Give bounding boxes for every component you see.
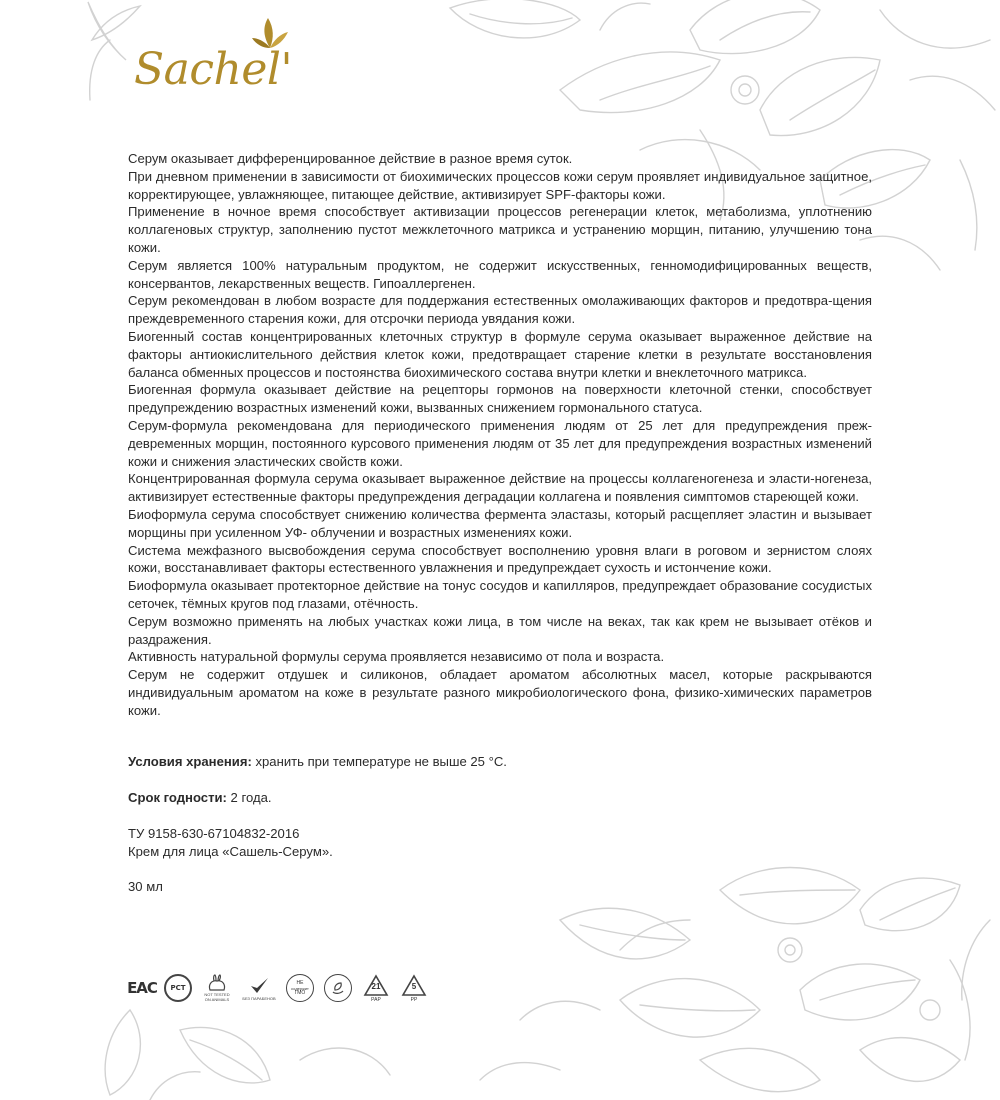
description-paragraph: Серум возможно применять на любых участках кожи лица, в том числе на веках, так как крем не вызывает отёков и раздражения. [128,613,872,647]
description-paragraph: Серум-формула рекомендована для периодического применения людям от 25 лет для предупреждения преж-девременных морщин, постоянного курсового применения людям от 35 лет для предупреждения возрастных изменений кожи и снижения эластических свойств кожи. [128,417,872,469]
standard-code: ТУ 9158-630-67104832-2016 [128,826,300,841]
description-paragraph: Биоформула оказывает протекторное действие на тонус сосудов и капилляров, предупреждает образование сосудистых сеточек, тёмных кругов под глазами, отёчность. [128,578,872,611]
rst-icon: РСТ [164,974,192,1002]
description-paragraph: Биоформула серума способствует снижению количества фермента эластазы, который расщепляет эластин и вызывает морщины при усиленном УФ- облучении и возрастных изменениях кожи. [128,506,872,540]
description-paragraph: Серум не содержит отдушек и силиконов, обладает ароматом абсолютных масел, которые раскрываются индивидуальным ароматом на коже в результате разного микробиологического фона, физико-химических параметров кожи. [128,667,872,718]
no-parabens-icon: БЕЗ ПАРАБЕНОВ [242,976,276,1001]
description-paragraph: Система межфазного высвобождения серума способствует восполнению уровня влаги в роговом и зернистом слоях кожи, восстанавливает факторы естественного увлажнения и предупреждает сухость и истончение кожи. [128,542,872,576]
brand-logo [132,14,342,94]
product-name: Крем для лица «Сашель-Серум». [128,844,333,859]
shelf-life-value: 2 года. [226,790,272,805]
description-paragraph: Серум рекомендован в любом возрасте для поддержания естественных омолаживающих факторов и предотвра-щения преждевременного старения кожи, для отсрочки периода увядания кожи. [128,293,872,327]
recycle-pp-icon: 5 PP [400,974,428,1003]
description-paragraph: При дневном применении в зависимости от биохимических процессов кожи серум проявляет индивидуальное защитное, корректирующее, увлажняющее, питающее действие, активизирует SPF-факторы кожи. [128,168,872,202]
leaf-check-icon [248,976,270,996]
description-paragraph: Серум является 100% натуральным продуктом, не содержит искусственных, генномодифицированных веществ, консервантов, лекарственных веществ. Гипоаллергенен. [128,257,872,291]
eco-hand-icon [324,974,352,1002]
product-description [128,150,872,720]
certification-icons [127,968,428,1008]
shelf-life-label: Срок годности: [128,790,227,805]
eac-icon: ЕАС [127,979,157,997]
storage-conditions [128,753,872,771]
no-gmo-icon: НЕ содержит ГМО [286,974,314,1002]
storage-value: хранить при температуре не выше 25 °С. [251,754,507,769]
description-paragraph: Активность натуральной формулы серума проявляется независимо от пола и возраста. [128,649,665,665]
recycle-pap-icon: 21 PAP [362,974,390,1003]
shelf-life [128,789,872,807]
description-paragraph: Концентрированная формула серума оказывает выраженное действие на процессы коллагеногенеза и эласти-ногенеза, активизирует естественные факторы предупреждения деградации коллагена и появления симптомов стареющей кожи. [128,471,872,505]
not-tested-on-animals-icon: NOT TESTED ON ANIMALS [202,974,232,1002]
brand-name: Sachel' [134,44,293,95]
storage-label: Условия хранения: [128,754,252,769]
description-paragraph: Биогенный состав концентрированных клеточных структур в формуле серума оказывает выраженное действие на факторы антиокислительного действия клеток кожи, предотвращает старение клетки в результате восстановления баланса обменных процессов и постоянства биохимического состава внутри клетки и внеклеточного матрикса. [128,328,872,380]
description-paragraph: Биогенная формула оказывает действие на рецепторы гормонов на поверхности клеточной стенки, способствует предупреждению возрастных изменений кожи, вызванных снижением гормонального статуса. [128,382,872,416]
description-paragraph: Применение в ночное время способствует активизации процессов регенерации клеток, метаболизма, уплотнению коллагеновых структур, заполнению пустот межклеточного матрикса и устранению морщин, питанию, улучшению тона кожи. [128,204,872,255]
volume: 30 мл [128,879,163,894]
description-paragraph: Серум оказывает дифференцированное действие в разное время суток. [128,151,573,166]
rabbit-icon [206,974,228,992]
